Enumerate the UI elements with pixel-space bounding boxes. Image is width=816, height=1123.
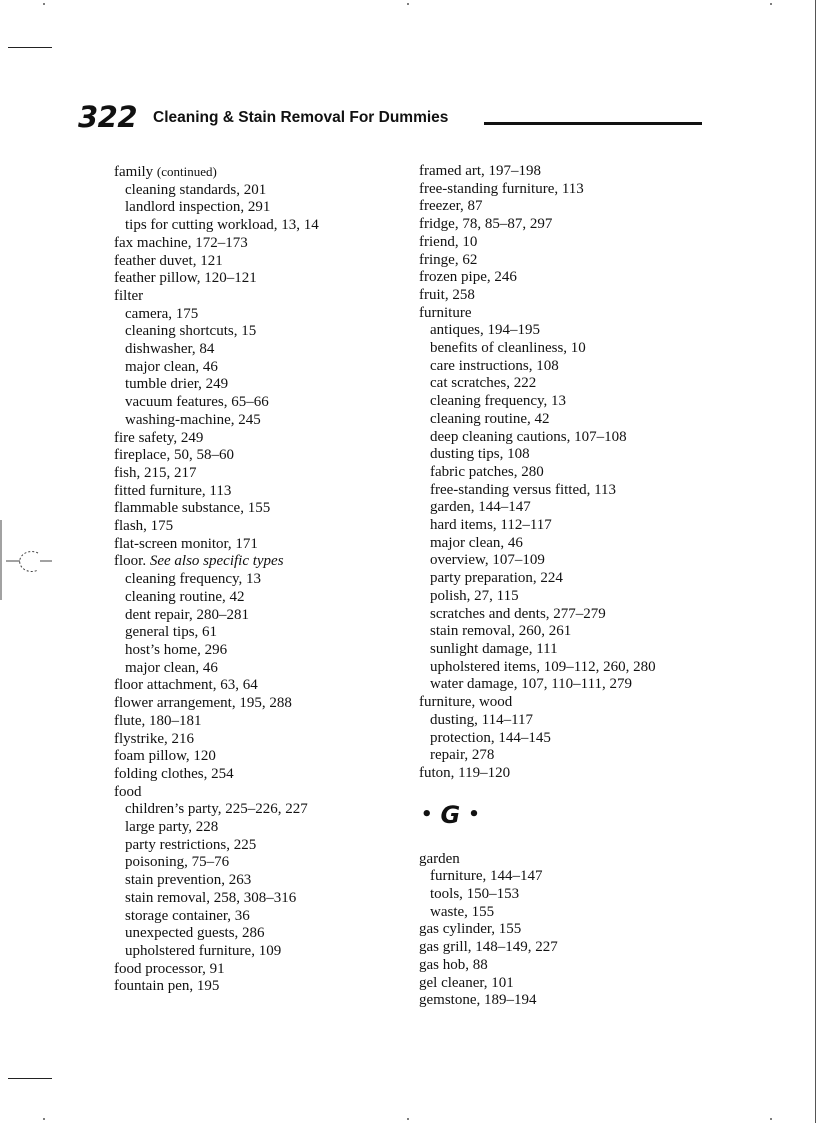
index-subentry [114,412,414,430]
registration-dot [407,3,409,5]
index-term: tips for cutting workload, 13, 14 [125,217,319,234]
index-term: cleaning frequency, 13 [430,393,567,410]
index-subentry [419,588,719,606]
index-term: foam pillow, 120 [114,748,216,765]
index-subentry [419,659,719,677]
index-entry [114,784,414,802]
index-term: cleaning shortcuts, 15 [125,323,257,340]
index-entry [419,305,719,323]
index-subentry [419,322,719,340]
bullet-icon: • [468,803,480,825]
running-head [78,100,718,134]
index-subentry [419,730,719,748]
index-subentry [419,517,719,535]
index-entry [114,748,414,766]
index-term: feather duvet, 121 [114,252,223,269]
index-term: tumble drier, 249 [125,376,229,393]
index-term: flat-screen monitor, 171 [114,535,258,552]
index-entry [114,500,414,518]
index-entry [419,234,719,252]
index-subentry [114,837,414,855]
index-term: cleaning frequency, 13 [125,571,262,588]
index-entry [114,695,414,713]
index-entry [114,518,414,536]
index-entry [419,851,719,869]
header-rule [484,122,702,125]
index-term: fridge, 78, 85–87, 297 [419,216,553,233]
index-term: filter [114,287,144,304]
index-term: stain removal, 260, 261 [430,623,572,640]
index-term: fabric patches, 280 [430,463,544,480]
index-term: fire safety, 249 [114,429,204,446]
index-entry [419,216,719,234]
index-entry [419,198,719,216]
registration-dot [43,3,45,5]
index-entry [419,287,719,305]
index-term: water damage, 107, 110–111, 279 [430,676,633,693]
index-subentry [114,306,414,324]
index-entry [114,288,414,306]
index-entry [419,939,719,957]
section-letter: G [440,800,461,829]
registration-dot [770,1118,772,1120]
index-term: care instructions, 108 [430,357,559,374]
index-term: fountain pen, 195 [114,978,220,995]
index-term: host’s home, 296 [125,641,228,658]
index-subentry [419,464,719,482]
index-entry [114,677,414,695]
index-entry [114,961,414,979]
index-term: furniture, wood [419,694,513,711]
index-term: upholstered furniture, 109 [125,942,282,959]
index-subentry [419,446,719,464]
cross-reference: See also specific types [149,553,284,570]
index-subentry [114,801,414,819]
index-entry [114,731,414,749]
index-subentry [114,394,414,412]
index-term: benefits of cleanliness, 10 [430,340,586,357]
index-term: dusting tips, 108 [430,446,530,463]
index-term: dent repair, 280–281 [125,606,249,623]
index-term: frozen pipe, 246 [419,269,517,286]
index-term: food processor, 91 [114,960,225,977]
index-term: flash, 175 [114,518,174,535]
index-subentry [114,908,414,926]
index-subentry [419,393,719,411]
index-term: food [114,783,142,800]
index-subentry [419,552,719,570]
index-entry [114,553,414,571]
index-term: cleaning routine, 42 [125,588,245,605]
index-subentry [419,868,719,886]
index-entry [114,447,414,465]
index-term: flammable substance, 155 [114,500,271,517]
index-subentry [114,642,414,660]
index-term: party preparation, 224 [430,570,563,587]
index-term: major clean, 46 [125,659,218,676]
index-entry [114,235,414,253]
index-term: dishwasher, 84 [125,341,215,358]
index-subentry [114,323,414,341]
index-subentry [114,182,414,200]
index-entry [419,269,719,287]
index-entry [114,163,414,182]
index-subentry [419,676,719,694]
index-term: major clean, 46 [125,358,218,375]
index-term: family [114,164,154,180]
index-term: landlord inspection, 291 [125,199,271,216]
index-entry [419,765,719,783]
index-term: cleaning routine, 42 [430,410,550,427]
index-entry [419,181,719,199]
index-term: fringe, 62 [419,251,478,268]
index-term: flower arrangement, 195, 288 [114,695,292,712]
index-term: fireplace, 50, 58–60 [114,447,234,464]
index-entry [114,253,414,271]
index-subentry [114,359,414,377]
index-subentry [419,641,719,659]
registration-dot [407,1118,409,1120]
registration-target-mark [0,520,60,600]
index-term: fruit, 258 [419,286,475,303]
index-term: sunlight damage, 111 [430,640,558,657]
index-term: overview, 107–109 [430,552,545,569]
index-term: floor attachment, 63, 64 [114,677,258,694]
index-term: free-standing versus fitted, 113 [430,481,617,498]
index-subentry [114,872,414,890]
index-subentry [419,712,719,730]
registration-dot [770,3,772,5]
index-subentry [114,854,414,872]
index-term: protection, 144–145 [430,729,551,746]
index-term: deep cleaning cautions, 107–108 [430,428,627,445]
index-entry [419,975,719,993]
index-subentry [114,376,414,394]
index-term: hard items, 112–117 [430,517,552,534]
index-group-f [419,163,719,783]
index-term: feather pillow, 120–121 [114,270,257,287]
index-subentry [114,819,414,837]
index-term: futon, 119–120 [419,764,511,781]
index-entry [114,766,414,784]
index-term: fitted furniture, 113 [114,482,232,499]
index-term: children’s party, 225–226, 227 [125,801,308,818]
page-number: 322 [78,100,138,134]
index-subentry [419,747,719,765]
index-term: repair, 278 [430,747,495,764]
index-term: polish, 27, 115 [430,587,519,604]
index-subentry [114,624,414,642]
index-subentry [114,890,414,908]
index-term: party restrictions, 225 [125,836,257,853]
index-term: dusting, 114–117 [430,711,534,728]
index-entry [114,483,414,501]
book-title: Cleaning & Stain Removal For Dummies [153,109,449,126]
index-subentry [419,623,719,641]
index-term: flute, 180–181 [114,712,202,729]
index-term: gemstone, 189–194 [419,992,537,1009]
index-term: stain removal, 258, 308–316 [125,889,297,906]
index-subentry [419,375,719,393]
index-subentry [419,411,719,429]
index-term: antiques, 194–195 [430,322,540,339]
index-subentry [419,482,719,500]
index-term: freezer, 87 [419,198,483,215]
index-term: friend, 10 [419,233,478,250]
registration-dot [43,1118,45,1120]
index-subentry [114,943,414,961]
crop-mark-bottom-left [8,1078,52,1079]
index-term: furniture, 144–147 [430,868,543,885]
index-entry [114,465,414,483]
index-subentry [419,340,719,358]
index-entry [114,430,414,448]
continued-note: (continued) [156,164,217,179]
index-term: cat scratches, 222 [430,375,537,392]
index-entry [419,694,719,712]
index-subentry [419,886,719,904]
index-subentry [114,571,414,589]
index-term: gas cylinder, 155 [419,921,522,938]
index-subentry [114,925,414,943]
index-term: storage container, 36 [125,907,250,924]
index-term: washing-machine, 245 [125,411,261,428]
index-entry [419,252,719,270]
index-entry [419,992,719,1010]
index-term: gel cleaner, 101 [419,974,514,991]
index-term: large party, 228 [125,819,219,836]
index-subentry [114,607,414,625]
index-term: furniture [419,304,472,321]
index-term: framed art, 197–198 [419,163,542,179]
index-term: floor. [114,553,147,570]
bullet-icon: • [421,803,433,825]
index-subentry [114,199,414,217]
index-subentry [419,606,719,624]
index-entry [419,163,719,181]
index-term: tools, 150–153 [430,886,520,903]
index-subentry [419,570,719,588]
index-term: general tips, 61 [125,624,218,641]
index-term: garden, 144–147 [430,499,531,516]
index-term: free-standing furniture, 113 [419,180,584,197]
index-term: waste, 155 [430,903,495,920]
crop-mark-top-left [8,47,52,48]
index-term: upholstered items, 109–112, 260, 280 [430,658,656,675]
index-group-g [419,851,719,1010]
index-term: stain prevention, 263 [125,872,252,889]
index-entry [419,957,719,975]
index-term: poisoning, 75–76 [125,854,230,871]
index-term: gas grill, 148–149, 227 [419,939,558,956]
index-entry [419,921,719,939]
index-entry [114,536,414,554]
index-term: folding clothes, 254 [114,765,234,782]
index-subentry [419,358,719,376]
index-subentry [114,660,414,678]
index-term: fish, 215, 217 [114,464,197,481]
index-term: fax machine, 172–173 [114,234,248,251]
index-subentry [419,904,719,922]
index-entry [114,270,414,288]
index-term: unexpected guests, 286 [125,925,265,942]
index-subentry [419,499,719,517]
index-subentry [419,535,719,553]
index-term: vacuum features, 65–66 [125,394,269,411]
index-subentry [419,429,719,447]
index-term: major clean, 46 [430,534,523,551]
index-subentry [114,589,414,607]
index-column-left [114,163,414,996]
index-term: scratches and dents, 277–279 [430,605,606,622]
index-term: gas hob, 88 [419,956,488,973]
index-term: cleaning standards, 201 [125,181,267,198]
index-entry [114,978,414,996]
section-letter-heading [421,800,719,830]
index-entry [114,713,414,731]
index-term: flystrike, 216 [114,730,194,747]
index-subentry [114,217,414,235]
index-term: camera, 175 [125,305,199,322]
index-term: garden [419,850,460,867]
index-subentry [114,341,414,359]
index-column-right [419,163,719,1010]
